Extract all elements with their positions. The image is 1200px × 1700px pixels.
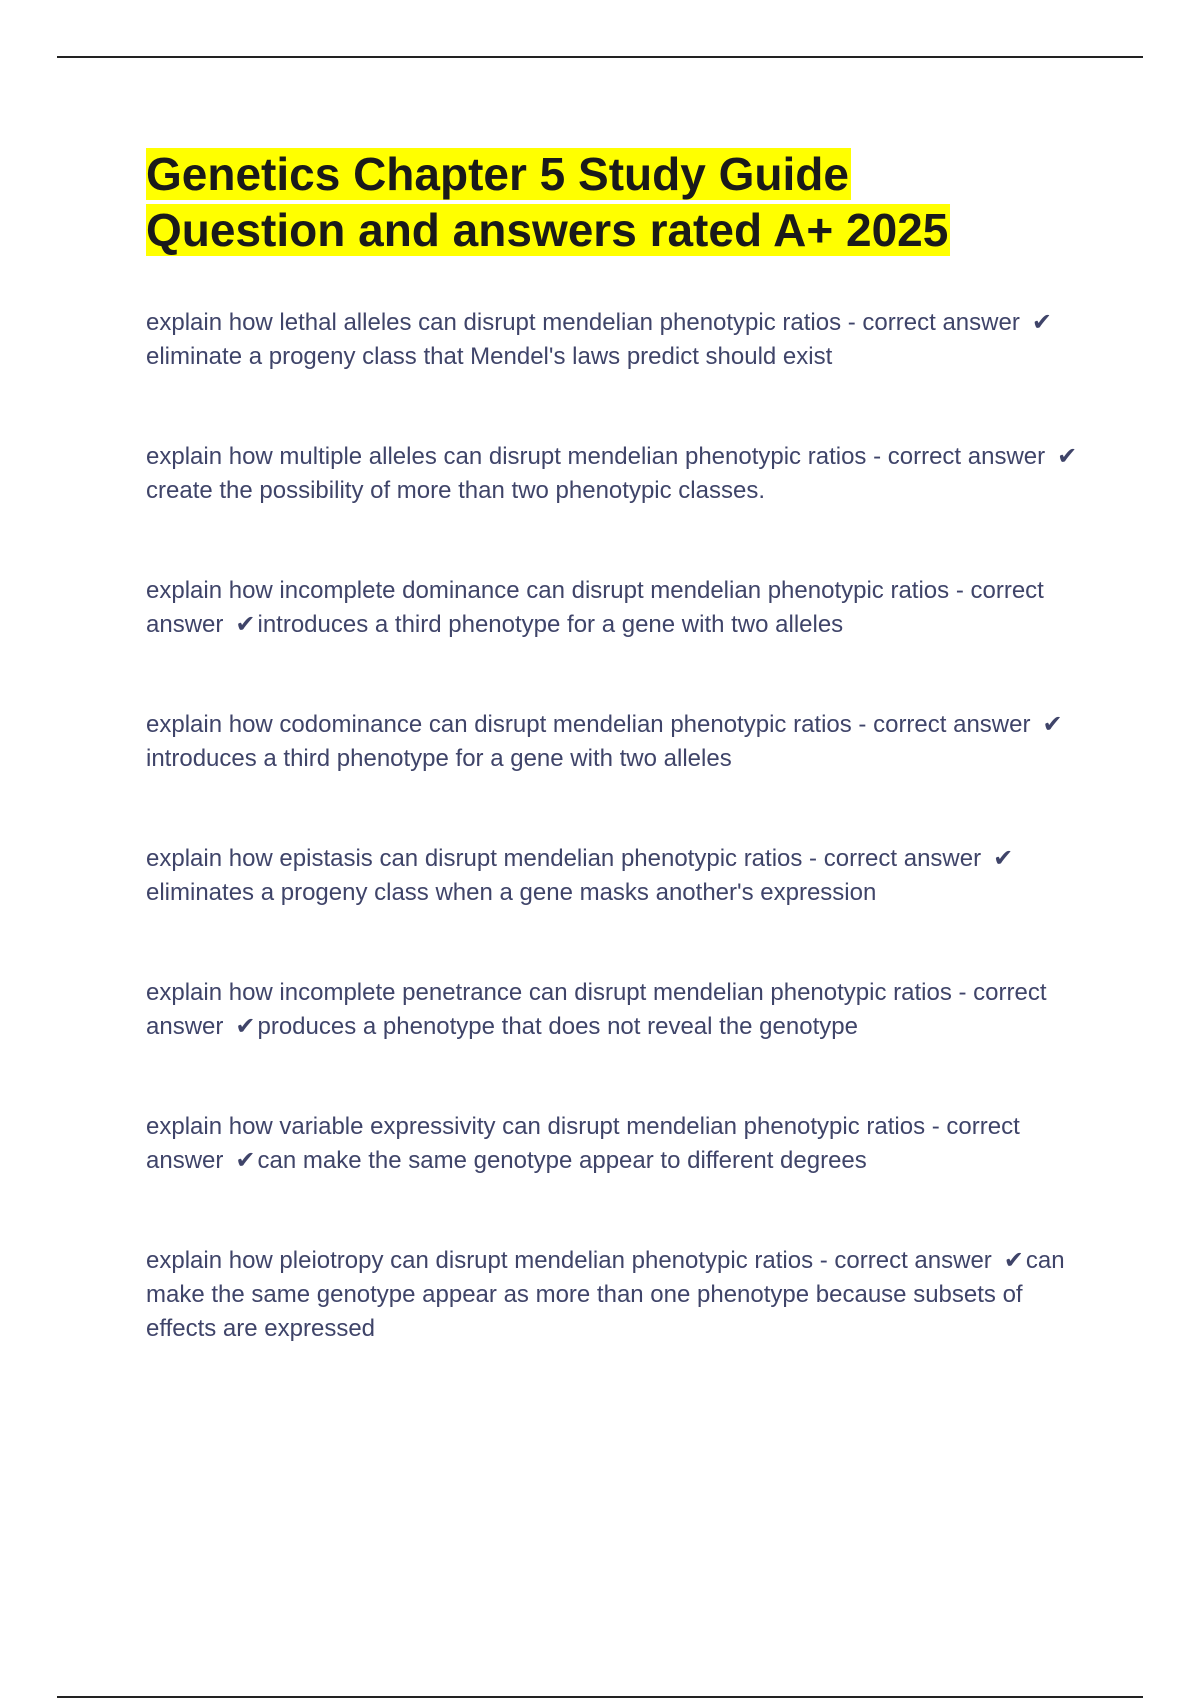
- answer-text: eliminates a progeny class when a gene masks another's expression: [146, 879, 877, 906]
- qa-item: explain how epistasis can disrupt mendelian phenotypic ratios - correct answer ✔eliminates a progeny class when a gene masks another's expression: [146, 842, 1086, 910]
- title-line-1: Genetics Chapter 5 Study Guide: [146, 148, 849, 200]
- check-mark-icon: ✔: [1042, 711, 1063, 738]
- question-text: explain how lethal alleles can disrupt mendelian phenotypic ratios: [146, 309, 842, 336]
- answer-text: create the possibility of more than two phenotypic classes.: [146, 477, 765, 504]
- question-text: explain how codominance can disrupt mendelian phenotypic ratios: [146, 711, 852, 738]
- qa-item: explain how incomplete penetrance can disrupt mendelian phenotypic ratios - correct answer ✔produces a phenotype that does not reveal the genotype: [146, 976, 1086, 1044]
- answer-label: correct answer: [146, 577, 1044, 638]
- answer-text: introduces a third phenotype for a gene with two alleles: [257, 611, 844, 638]
- question-text: explain how epistasis can disrupt mendelian phenotypic ratios: [146, 845, 803, 872]
- document-title: [146, 146, 1086, 258]
- qa-item: explain how codominance can disrupt mendelian phenotypic ratios - correct answer ✔introduces a third phenotype for a gene with two alleles: [146, 708, 1086, 776]
- answer-label: correct answer: [146, 1113, 1020, 1174]
- answer-label: correct answer: [146, 979, 1047, 1040]
- answer-label: correct answer: [834, 1247, 992, 1274]
- check-mark-icon: ✔: [1057, 443, 1078, 470]
- qa-item: explain how pleiotropy can disrupt mendelian phenotypic ratios - correct answer ✔can make the same genotype appear as more than one phenotype because subsets of effects are expressed: [146, 1244, 1086, 1346]
- check-mark-icon: ✔: [993, 845, 1014, 872]
- qa-item: explain how lethal alleles can disrupt mendelian phenotypic ratios - correct answer ✔eliminate a progeny class that Mendel's laws predict should exist: [146, 306, 1086, 374]
- check-mark-icon: ✔: [235, 1147, 256, 1174]
- qa-item: explain how variable expressivity can disrupt mendelian phenotypic ratios - correct answer ✔can make the same genotype appear to different degrees: [146, 1110, 1086, 1178]
- title-line-2: Question and answers rated A+ 2025: [146, 204, 949, 256]
- answer-label: correct answer: [823, 845, 982, 872]
- qa-list: [146, 306, 1086, 1346]
- check-mark-icon: ✔: [1003, 1247, 1024, 1274]
- answer-text: eliminate a progeny class that Mendel's laws predict should exist: [146, 343, 833, 370]
- answer-text: produces a phenotype that does not reveal the genotype: [257, 1013, 858, 1040]
- answer-text: introduces a third phenotype for a gene with two alleles: [146, 745, 732, 772]
- top-rule: [57, 56, 1143, 58]
- answer-label: correct answer: [862, 309, 1020, 336]
- question-text: explain how pleiotropy can disrupt mendelian phenotypic ratios: [146, 1247, 814, 1274]
- bottom-rule: [57, 1696, 1143, 1698]
- answer-label: correct answer: [887, 443, 1046, 470]
- qa-item: explain how incomplete dominance can disrupt mendelian phenotypic ratios - correct answer ✔introduces a third phenotype for a gene with two alleles: [146, 574, 1086, 642]
- question-text: explain how multiple alleles can disrupt mendelian phenotypic ratios: [146, 443, 867, 470]
- answer-text: can make the same genotype appear to different degrees: [257, 1147, 867, 1174]
- document-body: [146, 146, 1086, 1412]
- check-mark-icon: ✔: [235, 1013, 256, 1040]
- answer-text: can make the same genotype appear as more than one phenotype because subsets of effects are expressed: [146, 1247, 1065, 1342]
- check-mark-icon: ✔: [235, 611, 256, 638]
- question-text: explain how incomplete dominance can disrupt mendelian phenotypic ratios: [146, 577, 950, 604]
- qa-item: explain how multiple alleles can disrupt mendelian phenotypic ratios - correct answer ✔create the possibility of more than two phenotypic classes.: [146, 440, 1086, 508]
- answer-label: correct answer: [873, 711, 1031, 738]
- check-mark-icon: ✔: [1031, 309, 1052, 336]
- question-text: explain how variable expressivity can disrupt mendelian phenotypic ratios: [146, 1113, 926, 1140]
- question-text: explain how incomplete penetrance can disrupt mendelian phenotypic ratios: [146, 979, 952, 1006]
